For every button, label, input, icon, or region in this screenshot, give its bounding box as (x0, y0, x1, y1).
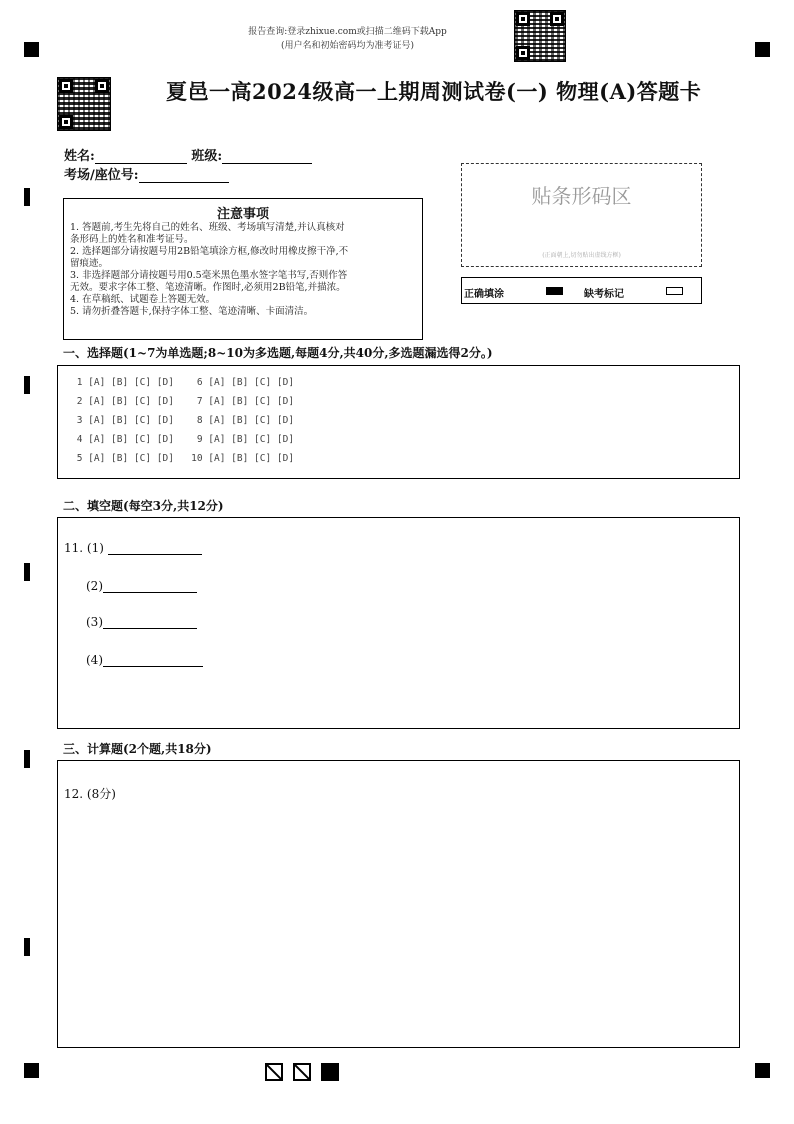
notice-box (63, 198, 423, 340)
choice-row[interactable]: 1 [A] [B] [C] [D] 6 [A] [B] [C] [D] (71, 377, 295, 388)
corner-mark-top-right (755, 42, 770, 57)
seat-label: 考场/座位号: (64, 168, 139, 183)
choice-row[interactable]: 2 [A] [B] [C] [D] 7 [A] [B] [C] [D] (71, 396, 295, 407)
fill-item-label: (3) (86, 615, 103, 629)
choice-row[interactable]: 5 [A] [B] [C] [D] 10 [A] [B] [C] [D] (71, 453, 295, 464)
choice-row[interactable]: 3 [A] [B] [C] [D] 8 [A] [B] [C] [D] (71, 415, 295, 426)
corner-mark-top-left (24, 42, 39, 57)
class-field[interactable] (222, 150, 312, 164)
notice-line: 4. 在草稿纸、试题卷上答题无效。 (70, 294, 216, 305)
section1-title: 一、选择题(1~7为单选题;8~10为多选题,每题4分,共40分,多选题漏选得2分。) (63, 346, 493, 360)
section2-title: 二、填空题(每空3分,共12分) (63, 499, 224, 513)
class-label: 班级: (191, 149, 223, 164)
fill-item-4[interactable] (86, 653, 203, 667)
absent-mark-checkbox[interactable] (666, 287, 683, 295)
calc-answer-box[interactable] (57, 760, 740, 1048)
report-line-2: (用户名和初始密码均为准考证号) (280, 41, 415, 51)
fill-answer-box (57, 517, 740, 729)
choice-answer-box (57, 365, 740, 479)
notice-line: 无效。要求字体工整、笔迹清晰。作图时,必须用2B铅笔,并描浓。 (70, 282, 346, 293)
page-mark-slash (265, 1063, 283, 1081)
fill-item-label: 11. (1) (64, 541, 104, 555)
qr-code-icon (57, 77, 111, 131)
report-line-1: 报告查询:登录zhixue.com或扫描二维码下载App (248, 27, 447, 37)
fill-blank[interactable] (108, 542, 202, 555)
notice-line: 2. 选择题部分请按题号用2B铅笔填涂方框,修改时用橡皮擦干净,不 (70, 246, 349, 257)
barcode-hint: (正面朝上,切勿贴出虚线方框) (542, 252, 621, 259)
fill-item-2[interactable] (86, 579, 197, 593)
name-field-row (64, 145, 312, 164)
notice-line: 留痕迹。 (70, 258, 109, 269)
fill-item-label: (4) (86, 653, 103, 667)
corner-mark-bottom-left (24, 1063, 39, 1078)
name-field[interactable] (95, 150, 187, 164)
fill-item-1[interactable] (64, 541, 202, 555)
barcode-area[interactable] (461, 163, 702, 267)
fill-sample-box (461, 277, 702, 304)
timing-mark (24, 563, 30, 581)
notice-title: 注意事项 (216, 207, 269, 222)
barcode-area-text: 贴条形码区 (531, 184, 632, 208)
fill-blank[interactable] (103, 616, 197, 629)
name-label: 姓名: (64, 149, 95, 164)
fill-item-3[interactable] (86, 615, 197, 629)
page-mark-slash (293, 1063, 311, 1081)
fill-blank[interactable] (103, 580, 197, 593)
fill-blank[interactable] (103, 654, 203, 667)
qr-code-icon (514, 10, 566, 62)
page-title: 夏邑一高2024级高一上期周测试卷(一) 物理(A)答题卡 (166, 79, 702, 104)
absent-mark-label: 缺考标记 (584, 289, 624, 300)
fill-item-label: (2) (86, 579, 103, 593)
notice-line: 3. 非选择题部分请按题号用0.5毫米黑色墨水签字笔书写,否则作答 (70, 270, 348, 281)
notice-line: 5. 请勿折叠答题卡,保持字体工整、笔迹清晰、卡面清洁。 (70, 306, 314, 317)
correct-fill-label: 正确填涂 (464, 289, 504, 300)
section3-title: 三、计算题(2个题,共18分) (63, 742, 212, 756)
choice-row[interactable]: 4 [A] [B] [C] [D] 9 [A] [B] [C] [D] (71, 434, 295, 445)
timing-mark (24, 376, 30, 394)
timing-mark (24, 188, 30, 206)
correct-fill-sample (546, 287, 563, 295)
question-12-label: 12. (8分) (64, 787, 116, 801)
seat-field[interactable] (139, 169, 229, 183)
notice-line: 条形码上的姓名和准考证号。 (70, 234, 194, 245)
notice-line: 1. 答题前,考生先将自己的姓名、班级、考场填写清楚,并认真核对 (70, 222, 345, 233)
timing-mark (24, 938, 30, 956)
corner-mark-bottom-right (755, 1063, 770, 1078)
seat-field-row (64, 164, 229, 183)
page-mark-filled (321, 1063, 339, 1081)
timing-mark (24, 750, 30, 768)
